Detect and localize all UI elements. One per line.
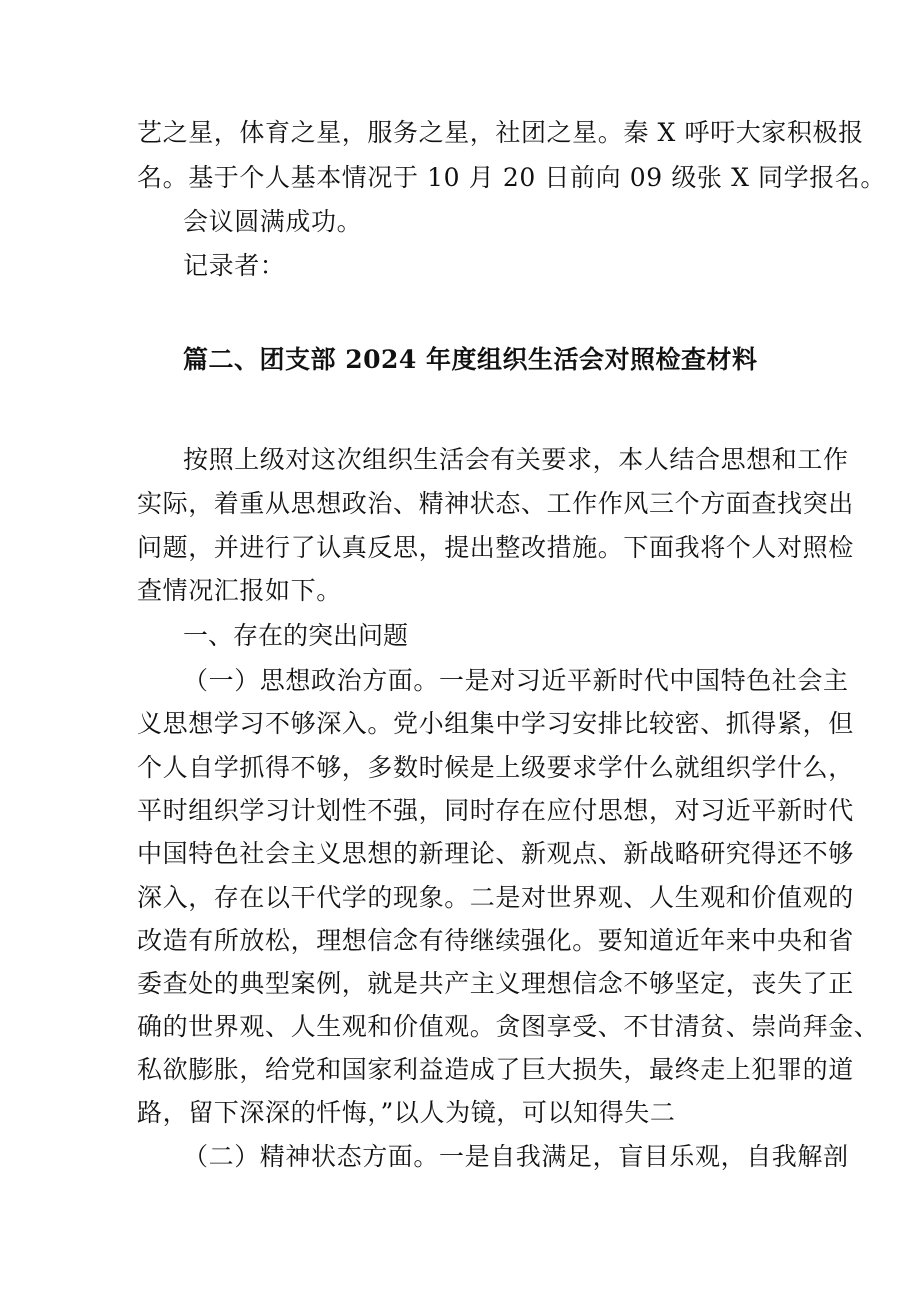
- paragraph-line: 中国特色社会主义思想的新理论、新观点、新战略研究得还不够: [137, 839, 854, 868]
- paragraph-line: 改造有所放松，理想信念有待继续强化。要知道近年来中央和省: [137, 926, 854, 955]
- recorder-label: 记录者：: [183, 251, 286, 280]
- intro-text-line: 按照上级对这次组织生活会有关要求，本人结合思想和工作: [183, 445, 849, 474]
- paragraph-line: （一）思想政治方面。一是对习近平新时代中国特色社会主: [183, 666, 849, 695]
- paragraph-line: 个人自学抓得不够，多数时候是上级要求学什么就组织学什么，: [137, 753, 854, 782]
- intro-text-line: 问题，并进行了认真反思，提出整改措施。下面我将个人对照检: [137, 533, 854, 562]
- paragraph-line: 平时组织学习计划性不强，同时存在应付思想，对习近平新时代: [137, 796, 854, 825]
- intro-text-line: 实际，着重从思想政治、精神状态、工作作风三个方面查找突出: [137, 489, 854, 518]
- section-heading: 一、存在的突出问题: [183, 621, 409, 650]
- meeting-result-text: 会议圆满成功。: [183, 207, 363, 236]
- paragraph-line: 路，留下深深的忏悔，”以人为镜，可以知得失二: [137, 1098, 676, 1127]
- body-text-line: 艺之星，体育之星，服务之星，社团之星。秦 X 呼吁大家积极报: [137, 118, 864, 147]
- body-text-line: 名。基于个人基本情况于 10 月 20 日前向 09 级张 X 同学报名。: [137, 163, 887, 192]
- paragraph-line: 私欲膨胀，给党和国家利益造成了巨大损失，最终走上犯罪的道: [137, 1055, 854, 1084]
- intro-text-line: 查情况汇报如下。: [137, 576, 342, 605]
- paragraph-line: 义思想学习不够深入。党小组集中学习安排比较密、抓得紧，但: [137, 709, 854, 738]
- article-title: 篇二、团支部 2024 年度组织生活会对照检查材料: [183, 345, 758, 374]
- paragraph-line: 确的世界观、人生观和价值观。贪图享受、不甘清贫、崇尚拜金、: [137, 1012, 880, 1041]
- paragraph-line: （二）精神状态方面。一是自我满足，盲目乐观，自我解剖: [183, 1142, 849, 1171]
- paragraph-line: 深入，存在以干代学的现象。二是对世界观、人生观和价值观的: [137, 883, 854, 912]
- paragraph-line: 委查处的典型案例，就是共产主义理想信念不够坚定，丧失了正: [137, 969, 854, 998]
